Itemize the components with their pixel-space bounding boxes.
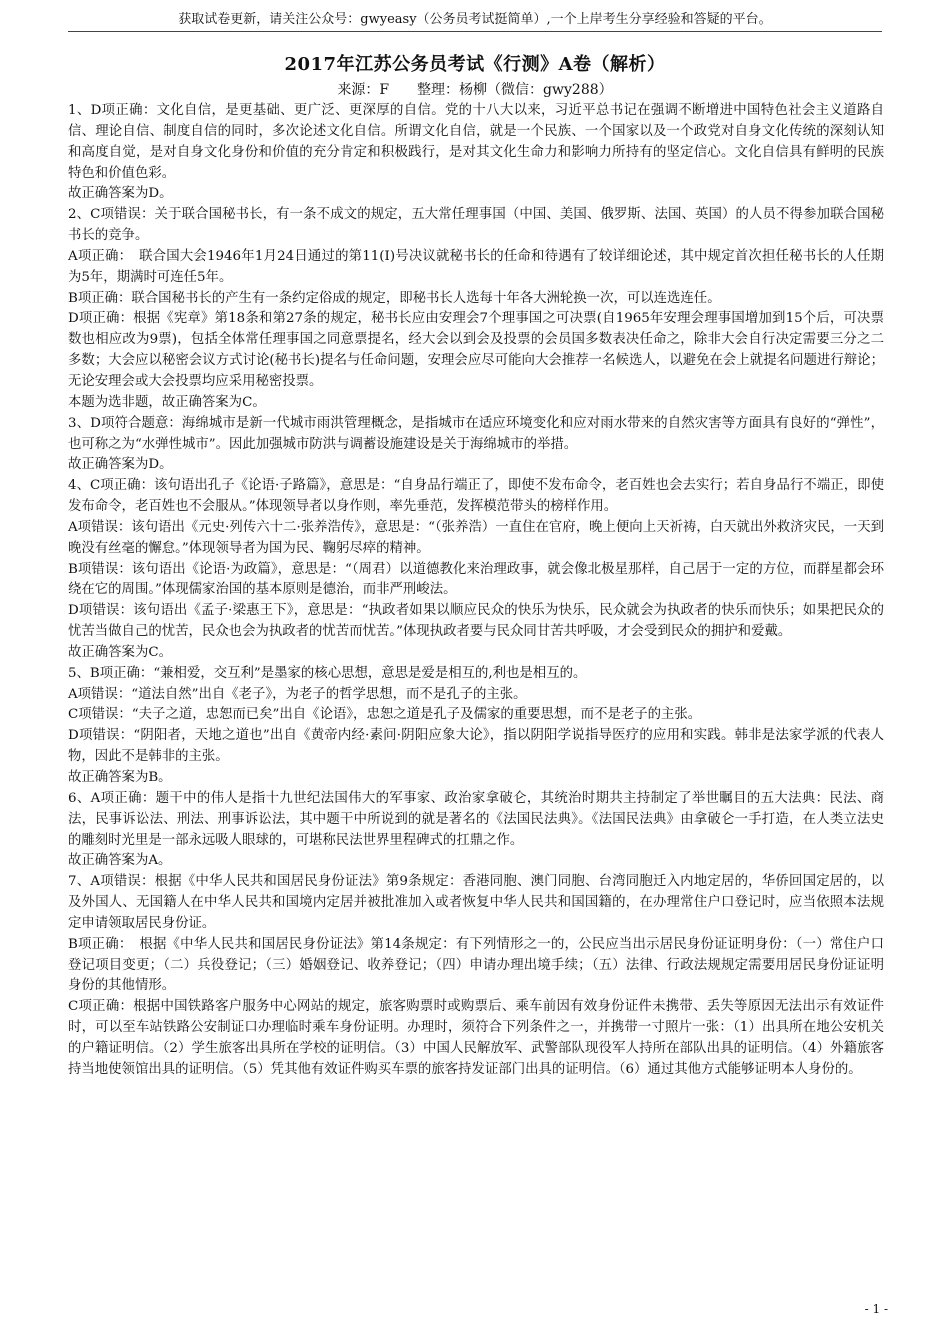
paragraph: A项错误：“道法自然”出自《老子》，为老子的哲学思想，而不是孔子的主张。 (68, 686, 527, 702)
paragraph: 3、D项符合题意：海绵城市是新一代城市雨洪管理概念，是指城市在适应环境变化和应对雨水带来的自然灾害等方面具有良好的“弹性”，也可称之为“水弹性城市”。因此加强城市防洪与调蓄设施建设是关于海绵城市的举措。 (68, 415, 884, 452)
paragraph: C项错误：“夫子之道，忠恕而已矣”出自《论语》，忠恕之道是孔子及儒家的重要思想，而不是老子的主张。 (68, 707, 702, 723)
paragraph: 5、B项正确：“兼相爱，交互利”是墨家的核心思想，意思是爱是相互的,利也是相互的。 (68, 665, 587, 681)
paragraph: 6、A项正确：题干中的伟人是指十九世纪法国伟大的军事家、政治家拿破仑，其统治时期共主持制定了举世瞩目的五大法典：民法、商法，民事诉讼法、刑法、刑事诉讼法，其中题干中所说到的就是著名的《法国民法典》。《法国民法典》由拿破仑一手打造，在人类立法史的雕刻时光里是一部永远吸人眼球的，可堪称民法世界里程碑式的扛鼎之作。 (68, 790, 884, 848)
paragraph: A项正确： 联合国大会1946年1月24日通过的第11(I)号决议就秘书长的任命和待遇有了较详细论述，其中规定首次担任秘书长的人任期为5年，期满时可连任5年。 (68, 248, 884, 285)
paragraph: 4、C项正确：该句语出孔子《论语·子路篇》，意思是：“自身品行端正了，即使不发布命令，老百姓也会去实行；若自身品行不端正，即使发布命令，老百姓也不会服从。”体现领导者以身作则，率先垂范，发挥模范带头的榜样作用。 (68, 478, 884, 515)
paragraph: D项错误：“阴阳者，天地之道也”出自《黄帝内经·素问·阴阳应象大论》，指以阴阳学说指导医疗的应用和实践。韩非是法家学派的代表人物，因此不是韩非的主张。 (68, 728, 884, 765)
paragraph: B项错误：该句语出《论语·为政篇》，意思是：“（周君）以道德教化来治理政事，就会像北极星那样，自己居于一定的方位，而群星都会环绕在它的周围。”体现儒家治国的基本原则是德治，而非严刑峻法。 (68, 561, 884, 598)
paragraph: 故正确答案为C。 (68, 644, 172, 660)
document-body (68, 101, 884, 1081)
page-number: - 1 - (864, 1302, 888, 1316)
paragraph: C项正确：根据中国铁路客户服务中心网站的规定，旅客购票时或购票后、乘车前因有效身份证件未携带、丢失等原因无法出示有效证件时，可以至车站铁路公安制证口办理临时乘车身份证明。办理时，须符合下列条件之一，并携带一寸照片一张：（1）出具所在地公安机关的户籍证明信。（2）学生旅客出具所在学校的证明信。（3）中国人民解放军、武警部队现役军人持所在部队出具的证明信。（4）外籍旅客持当地使领馆出具的证明信。（5）凭其他有效证件购买车票的旅客持发证部门出具的证明信。（6）通过其他方式能够证明本人身份的。 (68, 999, 884, 1077)
paragraph: 本题为选非题，故正确答案为C。 (68, 394, 266, 410)
paragraph: 故正确答案为A。 (68, 853, 172, 869)
paragraph: B项正确： 根据《中华人民共和国居民身份证法》第14条规定：有下列情形之一的，公民应当出示居民身份证证明身份：（一）常住户口登记项目变更；（二）兵役登记；（三）婚姻登记、收养登记；（四）申请办理出境手续；（五）法律、行政法规规定需要用居民身份证证明身份的其他情形。 (68, 936, 884, 994)
document-source: 来源：F 整理：杨柳（微信：gwy288） (337, 82, 613, 98)
paragraph: 故正确答案为D。 (68, 457, 173, 473)
paragraph: B项正确：联合国秘书长的产生有一条约定俗成的规定，即秘书长人选每十年各大洲轮换一次，可以连选连任。 (68, 290, 721, 306)
paragraph: A项错误：该句语出《元史·列传六十二·张养浩传》，意思是：“（张养浩）一直住在官府，晚上便向上天祈祷，白天就出外救济灾民，一天到晚没有丝毫的懈怠。”体现领导者为国为民、鞠躬尽瘁的精神。 (68, 519, 884, 556)
document-title: 2017年江苏公务员考试《行测》A卷（解析） (284, 54, 666, 75)
paragraph: D项错误：该句语出《孟子·梁惠王下》，意思是：“执政者如果以顺应民众的快乐为快乐，民众就会为执政者的快乐而快乐；如果把民众的忧苦当做自己的忧苦，民众也会为执政者的忧苦而忧苦。”体现执政者要与民众同甘苦共呼吸，才会受到民众的拥护和爱戴。 (68, 603, 884, 640)
paragraph: 2、C项错误：关于联合国秘书长，有一条不成文的规定，五大常任理事国（中国、美国、俄罗斯、法国、英国）的人员不得参加联合国秘书长的竞争。 (68, 207, 884, 244)
paragraph: 7、A项错误：根据《中华人民共和国居民身份证法》第9条规定：香港同胞、澳门同胞、台湾同胞迁入内地定居的，华侨回国定居的，以及外国人、无国籍人在中华人民共和国境内定居并被批准加入或者恢复中华人民共和国国籍的，在办理常住户口登记时，应当依照本法规定申请领取居民身份证。 (68, 874, 884, 931)
paragraph: 1、D项正确：文化自信，是更基础、更广泛、更深厚的自信。党的十八大以来，习近平总书记在强调不断增进中国特色社会主义道路自信、理论自信、制度自信的同时，多次论述文化自信。所谓文化自信，就是一个民族、一个国家以及一个政党对自身文化传统的深刻认知和高度自觉，是对自身文化身份和价值的充分肯定和积极践行，是对其文化生命力和影响力所持有的坚定信心。文化自信具有鲜明的民族特色和价值色彩。 (68, 103, 884, 181)
page-header: 获取试卷更新，请关注公众号：gwyeasy（公务员考试挺简单）,一个上岸考生分享经验和答疑的平台。 (68, 8, 882, 32)
paragraph: D项正确：根据《宪章》第18条和第27条的规定，秘书长应由安理会7个理事国之可决票(自1965年安理会理事国增加到15个后，可决票数也相应改为9票)，包括全体常任理事国之同意票提名，经大会以到会及投票的会员国多数表决任命之，除非大会自行决定需要三分之二多数；大会应以秘密会议方式讨论(秘书长)提名与任命问题，安理会应尽可能向大会推荐一名候选人，以避免在会上就提名问题进行辩论；无论安理会或大会投票均应采用秘密投票。 (68, 311, 884, 389)
paragraph: 故正确答案为D。 (68, 186, 173, 202)
paragraph: 故正确答案为B。 (68, 770, 172, 785)
